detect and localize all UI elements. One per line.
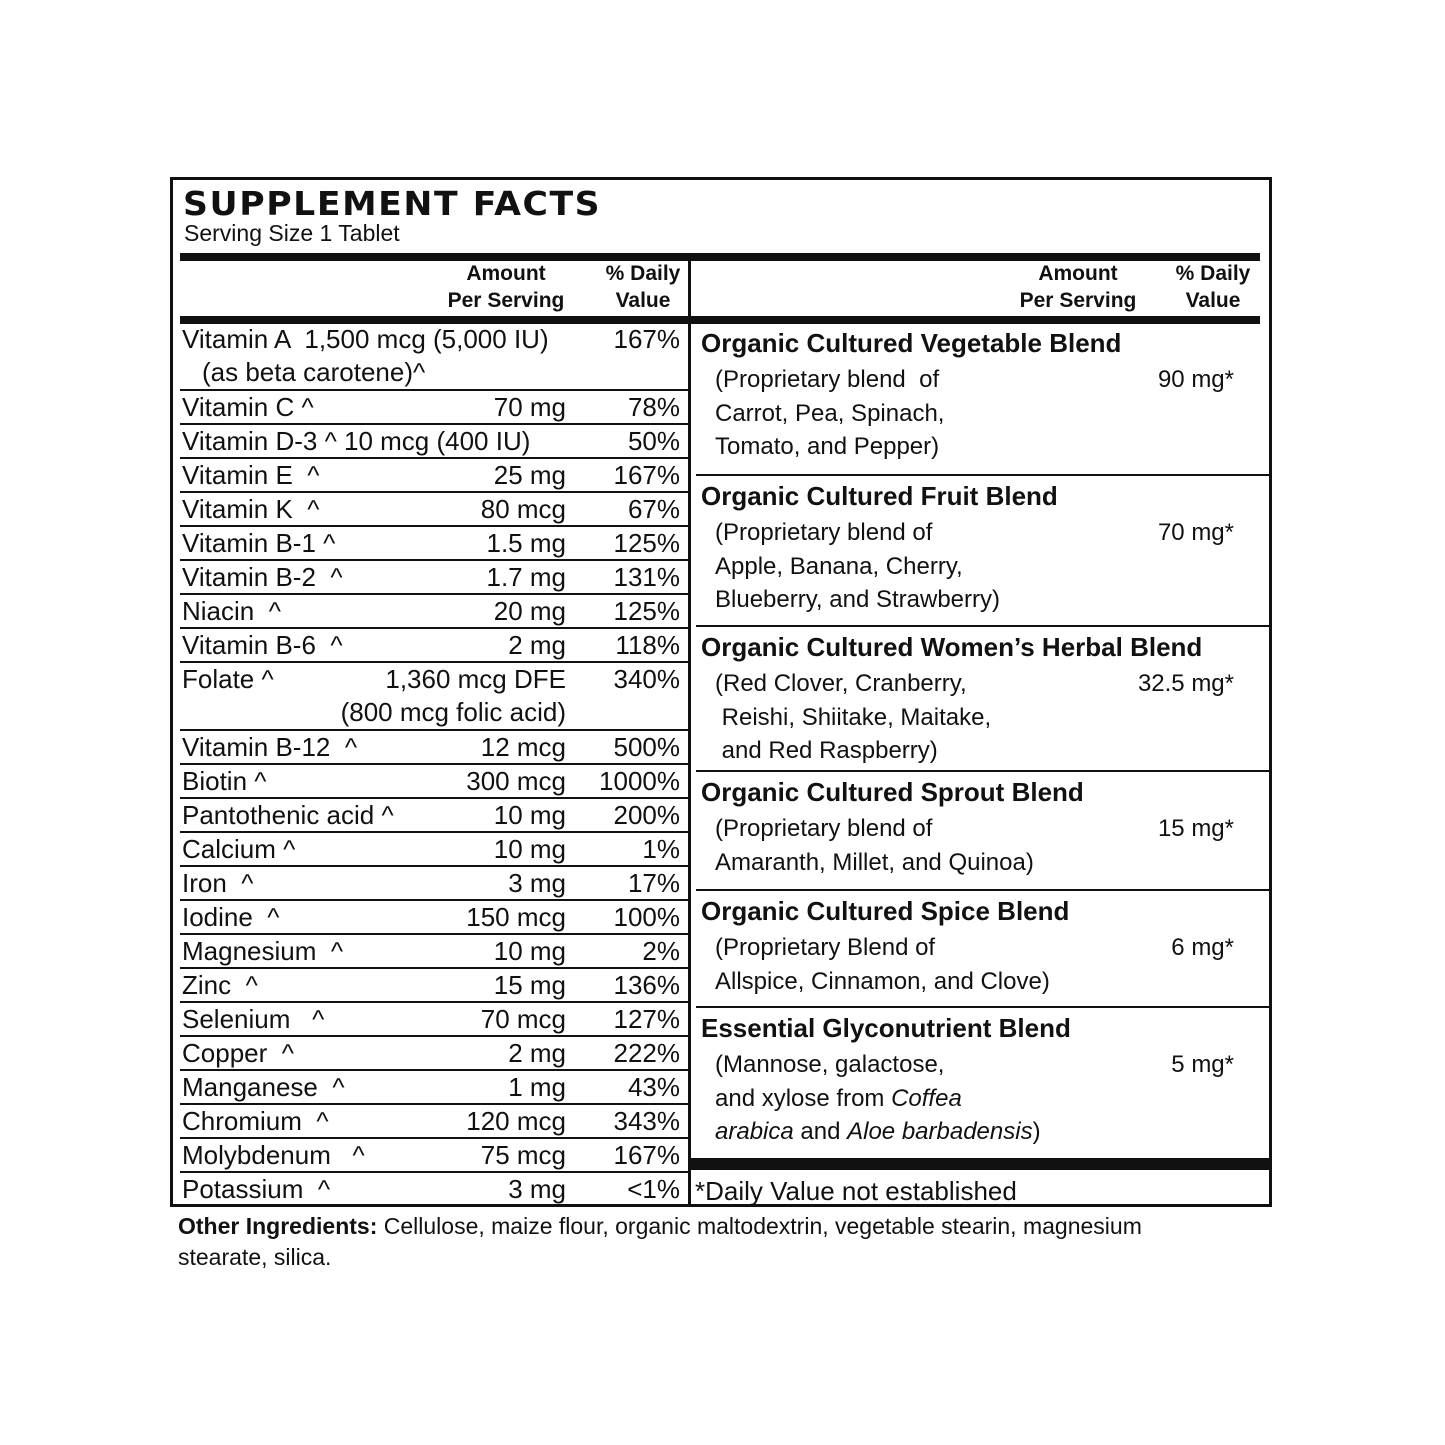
blend-description-line: Amaranth, Millet, and Quinoa): [715, 848, 1034, 876]
blend-block: [696, 476, 1269, 627]
nutrient-daily-value: 131%: [613, 562, 680, 592]
nutrient-daily-value: 125%: [613, 528, 680, 558]
nutrient-name: Vitamin A 1,500 mcg (5,000 IU): [182, 324, 549, 354]
blend-name: Organic Cultured Vegetable Blend: [701, 328, 1122, 358]
nutrient-name: Vitamin E ^: [182, 460, 320, 490]
blend-description: [696, 512, 1096, 619]
nutrient-amount: 25 mg: [493, 460, 566, 490]
blend-description: [696, 927, 1096, 1000]
nutrient-daily-value: <1%: [627, 1174, 680, 1204]
nutrient-daily-value: 1000%: [599, 766, 680, 796]
nutrient-amount: 70 mcg: [480, 1004, 566, 1034]
nutrient-name: Niacin ^: [182, 596, 281, 626]
nutrient-row: [180, 935, 690, 969]
nutrient-name: Vitamin B-2 ^: [182, 562, 343, 592]
blend-description-line: Allspice, Cinnamon, and Clove): [715, 967, 1050, 995]
nutrient-name: Chromium ^: [182, 1106, 329, 1136]
blend-description: [696, 359, 1096, 466]
nutrient-name: Calcium ^: [182, 834, 296, 864]
nutrient-daily-value: 167%: [613, 1140, 680, 1170]
nutrient-row: [180, 561, 690, 595]
nutrient-row: [180, 765, 690, 799]
blend-description-line: arabica and Aloe barbadensis): [715, 1118, 1041, 1145]
nutrient-row: [180, 595, 690, 629]
nutrient-row: [180, 731, 690, 765]
blend-block: [696, 1008, 1269, 1157]
nutrient-row: [180, 391, 690, 425]
blend-description-line: (Proprietary blend of: [715, 519, 933, 546]
nutrient-daily-value: 500%: [613, 732, 680, 762]
other-ingredients-label: Other Ingredients:: [178, 1213, 378, 1239]
left-dv-header: % Daily Value: [605, 262, 681, 312]
nutrient-amount: 75 mcg: [480, 1140, 566, 1170]
blend-amount: 70 mg*: [1157, 519, 1234, 546]
nutrient-row: [180, 629, 690, 663]
panel-title: SUPPLEMENT FACTS: [183, 184, 602, 223]
blend-amount: 90 mg*: [1157, 366, 1234, 393]
blend-description-line: Reishi, Shiitake, Maitake,: [715, 703, 992, 731]
nutrient-daily-value: 43%: [627, 1072, 680, 1102]
nutrient-amount: 120 mcg: [466, 1106, 566, 1136]
nutrient-row: [180, 527, 690, 561]
nutrient-row: [180, 833, 690, 867]
nutrient-daily-value: 100%: [613, 902, 680, 932]
nutrient-name: Iodine ^: [182, 902, 280, 932]
blend-description-line: (Proprietary blend of: [715, 815, 933, 842]
nutrient-name: Molybdenum ^: [182, 1140, 365, 1170]
blend-description: [696, 1044, 1096, 1151]
blend-description-line: Apple, Banana, Cherry,: [715, 552, 963, 580]
other-ingredients: [178, 1211, 1188, 1273]
vitamins-minerals-table: [180, 323, 690, 1207]
nutrient-name: Vitamin C ^: [182, 392, 314, 422]
nutrient-daily-value: 2%: [642, 936, 680, 966]
blend-block: [696, 627, 1269, 772]
nutrient-daily-value: 136%: [613, 970, 680, 1000]
blend-description-line: (Mannose, galactose,: [715, 1051, 945, 1078]
blend-description-line: Carrot, Pea, Spinach,: [715, 399, 945, 427]
nutrient-daily-value: 127%: [613, 1004, 680, 1034]
nutrient-row: [180, 969, 690, 1003]
nutrient-name: Selenium ^: [182, 1004, 325, 1034]
blend-description-line: Blueberry, and Strawberry): [715, 586, 1000, 613]
blend-description: [696, 808, 1096, 881]
nutrient-amount: 2 mg: [508, 630, 566, 660]
blend-description-line: (Proprietary Blend of: [715, 934, 936, 961]
blend-description-line: and Red Raspberry): [715, 737, 938, 764]
nutrient-daily-value: 125%: [613, 596, 680, 626]
blend-description-line: and xylose from Coffea: [715, 1084, 962, 1112]
left-amount-header: Amount Per Serving: [447, 262, 565, 312]
nutrient-name: Copper ^: [182, 1038, 294, 1068]
nutrient-row: [180, 799, 690, 833]
nutrient-name: Magnesium ^: [182, 936, 344, 966]
blend-amount: 32.5 mg*: [1137, 670, 1234, 697]
nutrient-row: [180, 1173, 690, 1207]
nutrient-name: Manganese ^: [182, 1072, 345, 1102]
nutrient-name: Iron ^: [182, 868, 254, 898]
blend-block: [696, 891, 1269, 1008]
nutrient-daily-value: 118%: [615, 630, 680, 660]
footnote-rule: [691, 1158, 1269, 1170]
nutrient-amount: 80 mcg: [480, 494, 566, 524]
blend-name: Organic Cultured Spice Blend: [701, 896, 1070, 926]
nutrient-name: Vitamin B-1 ^: [182, 528, 336, 558]
blend-description: [696, 663, 1096, 770]
nutrient-amount: 12 mcg: [480, 732, 566, 762]
nutrient-daily-value: 167%: [613, 460, 680, 490]
nutrient-row: [180, 663, 690, 731]
nutrient-daily-value: 50%: [627, 426, 680, 456]
nutrient-name: Pantothenic acid ^: [182, 800, 394, 830]
nutrient-row: [180, 493, 690, 527]
nutrient-row: [180, 1139, 690, 1173]
nutrient-daily-value: 343%: [613, 1106, 680, 1136]
right-amount-header: Amount Per Serving: [1019, 262, 1137, 312]
nutrient-name: Vitamin B-6 ^: [182, 630, 343, 660]
blend-name: Organic Cultured Fruit Blend: [701, 481, 1058, 511]
other-ingredients-text: Cellulose, maize flour, organic maltodextrin, vegetable stearin, magnesium stearate, silica.: [178, 1213, 1142, 1270]
right-dv-header: % Daily Value: [1175, 262, 1251, 312]
nutrient-row: [180, 1071, 690, 1105]
nutrient-row: [180, 459, 690, 493]
blend-block: [696, 772, 1269, 891]
nutrient-name: Biotin ^: [182, 766, 267, 796]
blend-block: [696, 323, 1269, 476]
nutrient-daily-value: 78%: [627, 392, 680, 422]
nutrient-row: [180, 1037, 690, 1071]
nutrient-amount: 3 mg: [508, 1174, 566, 1204]
blend-name: Essential Glyconutrient Blend: [701, 1013, 1071, 1043]
serving-size: Serving Size 1 Tablet: [184, 220, 400, 246]
nutrient-row: [180, 1003, 690, 1037]
nutrient-subtext: (800 mcg folic acid): [340, 697, 566, 727]
nutrient-daily-value: 200%: [613, 800, 680, 830]
nutrient-amount: 10 mg: [493, 800, 566, 830]
blend-amount: 15 mg*: [1157, 815, 1234, 842]
nutrient-amount: 2 mg: [508, 1038, 566, 1068]
blends-table: [696, 323, 1269, 1157]
nutrient-name: Zinc ^: [182, 970, 258, 1000]
supplement-facts-panel: [170, 177, 1272, 1207]
nutrient-amount: 70 mg: [493, 392, 566, 422]
blend-description-line: Tomato, and Pepper): [715, 433, 940, 460]
nutrient-name: Vitamin D-3 ^ 10 mcg (400 IU): [182, 426, 531, 456]
nutrient-daily-value: 222%: [613, 1038, 680, 1068]
nutrient-daily-value: 1%: [642, 834, 680, 864]
nutrient-daily-value: 17%: [627, 868, 680, 898]
nutrient-name: Vitamin K ^: [182, 494, 320, 524]
nutrient-amount: 300 mcg: [466, 766, 566, 796]
nutrient-amount: 1.7 mg: [486, 562, 566, 592]
blend-name: Organic Cultured Sprout Blend: [701, 777, 1084, 807]
blend-description-line: (Red Clover, Cranberry,: [715, 670, 967, 697]
nutrient-amount: 1 mg: [508, 1072, 566, 1102]
nutrient-amount: 10 mg: [493, 936, 566, 966]
nutrient-daily-value: 340%: [613, 664, 680, 694]
nutrient-subtext: (as beta carotene)^: [202, 357, 426, 387]
nutrient-amount: 1,360 mcg DFE: [385, 664, 566, 694]
nutrient-amount: 150 mcg: [466, 902, 566, 932]
nutrient-row: [180, 323, 690, 391]
blend-amount: 6 mg*: [1171, 934, 1234, 961]
blend-description-line: (Proprietary blend of: [715, 366, 940, 393]
nutrient-amount: 15 mg: [493, 970, 566, 1000]
blend-amount: 5 mg*: [1171, 1051, 1234, 1078]
nutrient-daily-value: 167%: [613, 324, 680, 354]
nutrient-row: [180, 425, 690, 459]
nutrient-amount: 3 mg: [508, 868, 566, 898]
nutrient-row: [180, 901, 690, 935]
nutrient-row: [180, 1105, 690, 1139]
nutrient-name: Folate ^: [182, 664, 274, 694]
blend-name: Organic Cultured Women’s Herbal Blend: [701, 632, 1203, 662]
nutrient-amount: 10 mg: [493, 834, 566, 864]
daily-value-footnote: *Daily Value not established: [695, 1176, 1017, 1206]
nutrient-row: [180, 867, 690, 901]
nutrient-daily-value: 67%: [627, 494, 680, 524]
nutrient-amount: 20 mg: [493, 596, 566, 626]
nutrient-amount: 1.5 mg: [486, 528, 566, 558]
nutrient-name: Potassium ^: [182, 1174, 331, 1204]
nutrient-name: Vitamin B-12 ^: [182, 732, 358, 762]
